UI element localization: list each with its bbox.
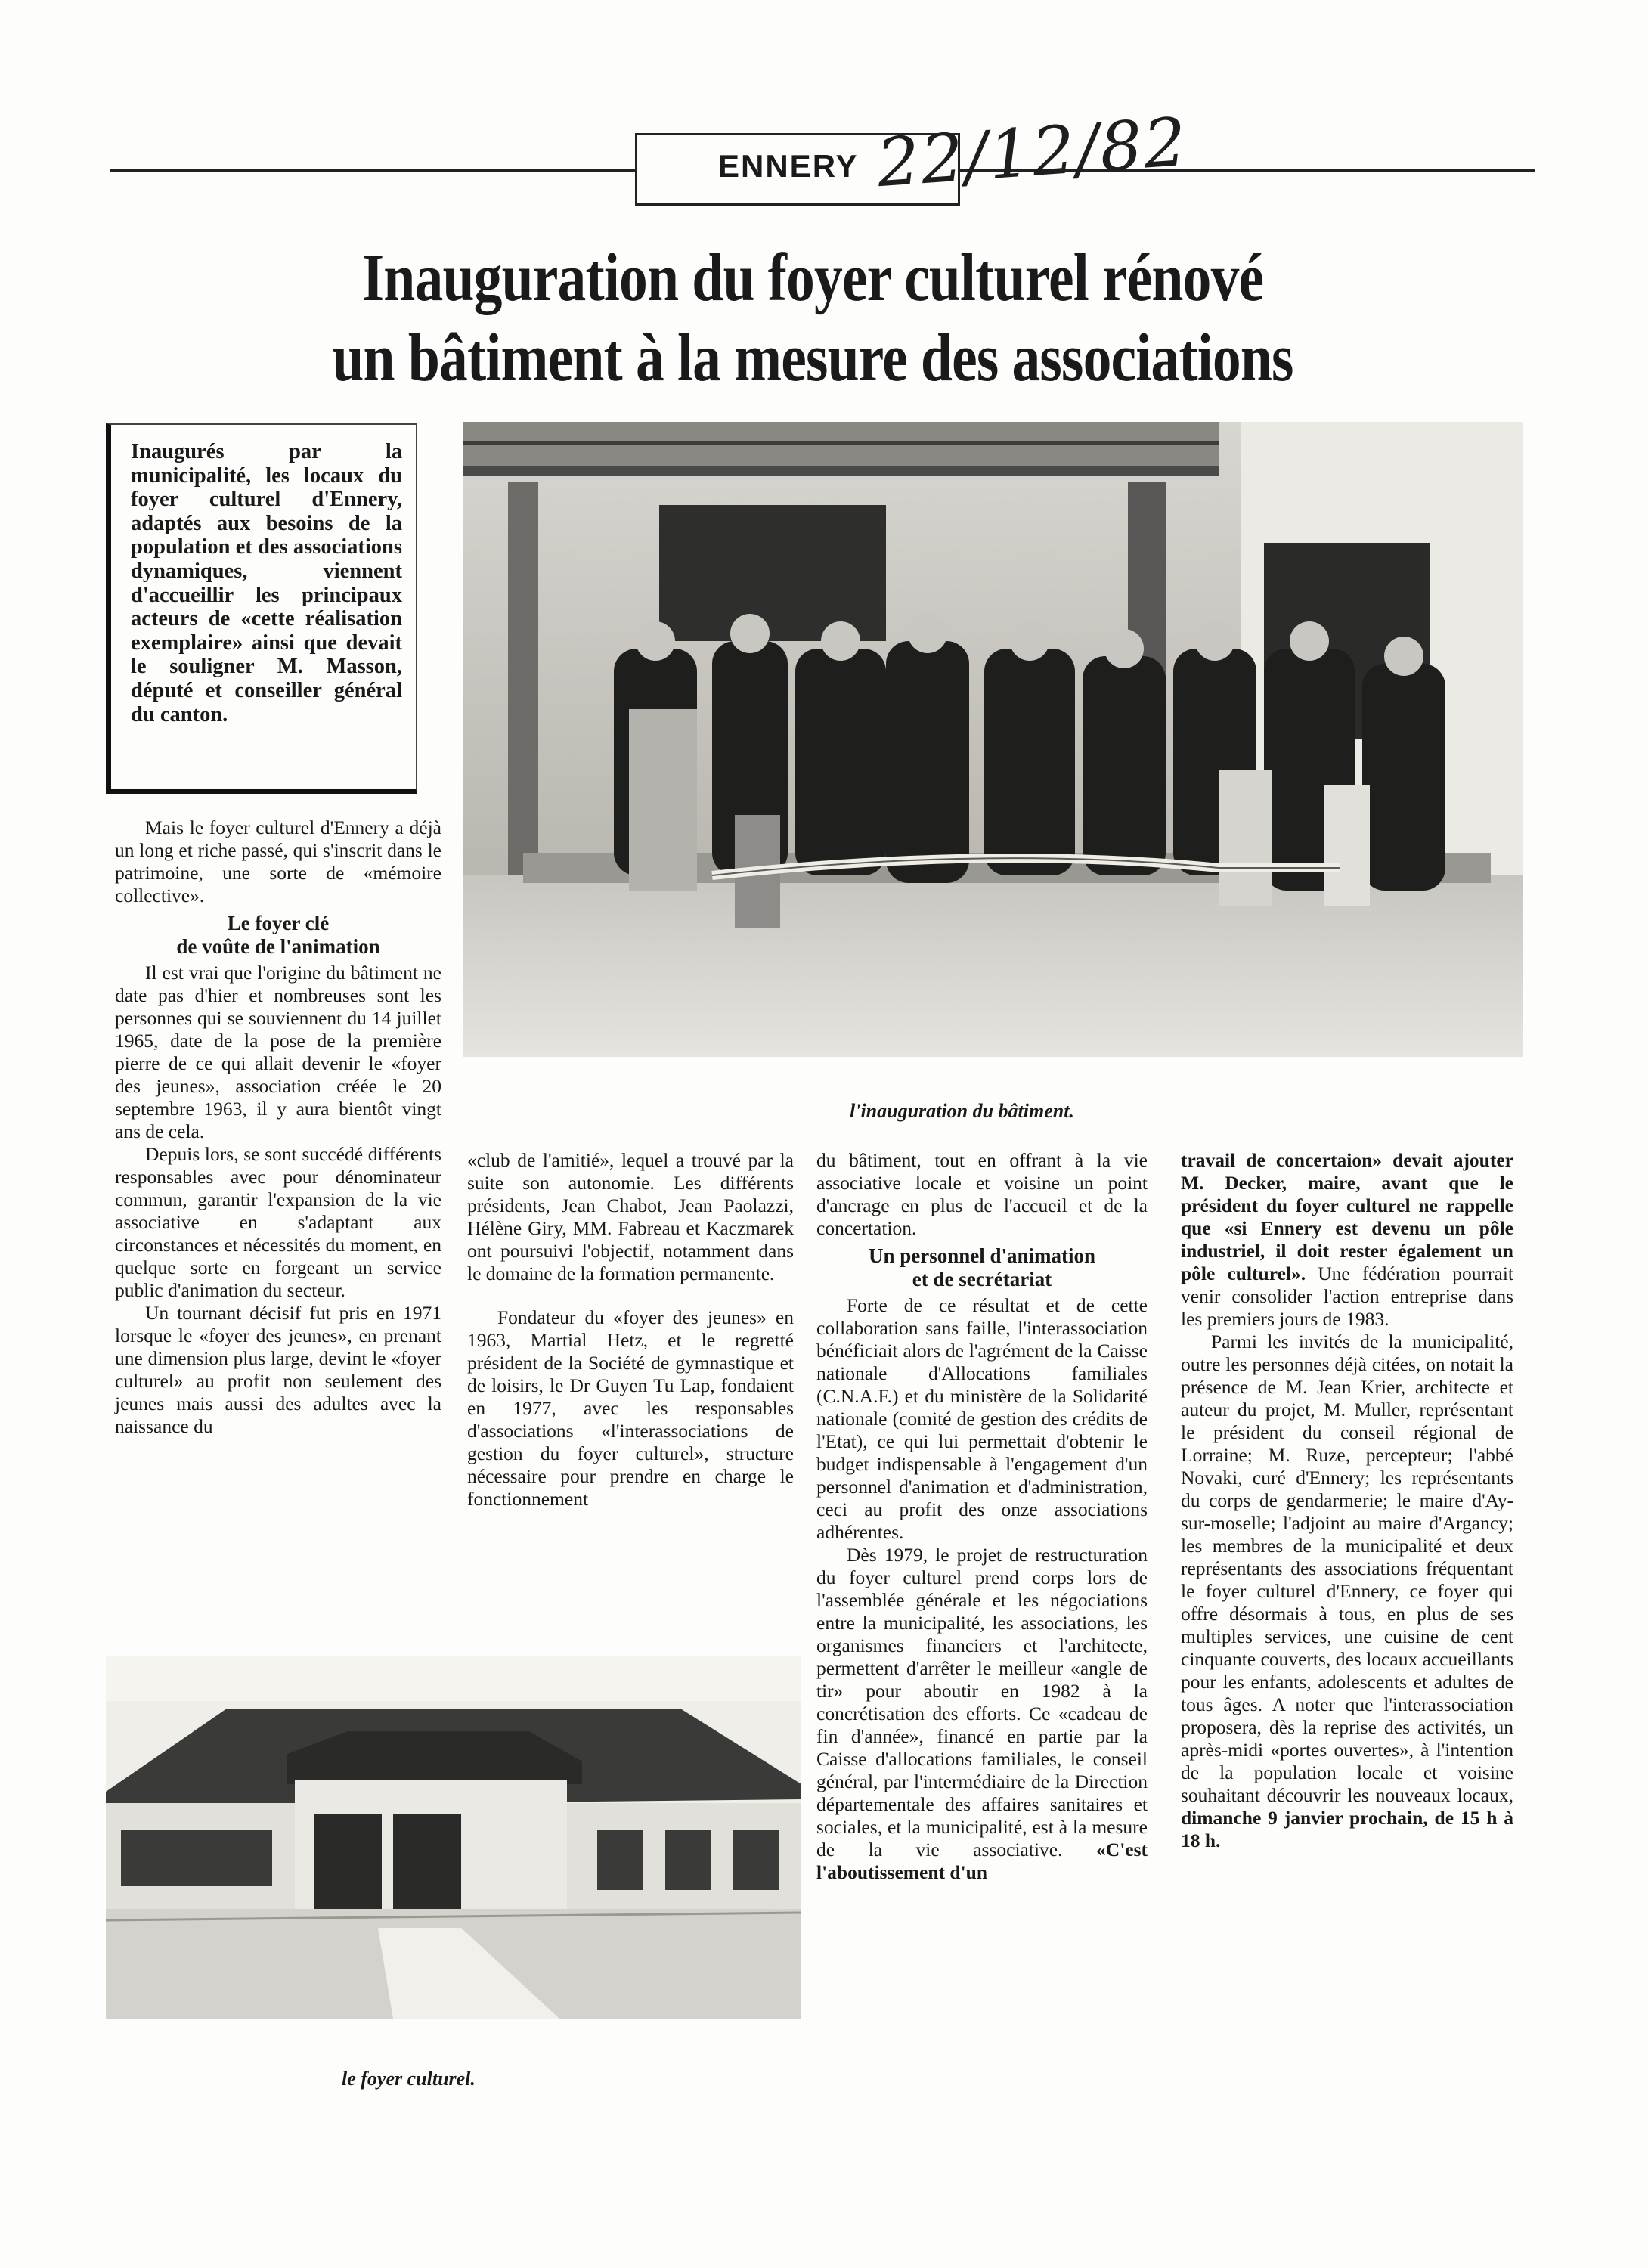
open-day-date: dimanche 9 janvier prochain, de 15 h à 18 h. xyxy=(1181,1807,1513,1851)
column-3-paragraph-1: du bâtiment, tout en offrant à la vie associative locale et voisine un point d'ancrage en plus de l'accueil et de la concertation. xyxy=(816,1149,1148,1239)
building-photo xyxy=(106,1656,801,2019)
subhead-foyer-cle-line-1: Le foyer clé xyxy=(227,912,330,934)
subhead-personnel-line-1: Un personnel d'animation xyxy=(868,1244,1096,1267)
lead-paragraph: Inaugurés par la municipalité, les locaux du foyer culturel d'Ennery, adaptés aux besoins de la population et des associations dynamiques, viennent d'accueillir les principaux acteurs de «cette réalisation exemplaire» ainsi que devait le souligner M. Masson, député et conseiller général du canton. xyxy=(106,423,417,794)
kicker-town: ENNERY xyxy=(718,148,859,184)
subhead-personnel-line-2: et de secrétariat xyxy=(912,1268,1052,1290)
column-3-paragraph-3-text: Dès 1979, le projet de restructuration du foyer culturel prend corps lors de l'assemblée générale et les négociations entre la municipalité, les associations, les organismes financiers et l'architecte, permettent d'arrêter le meilleur «angle de tir» pour aboutir en 1982 à la concrétisation des efforts. Ce «cadeau de fin d'année», financé en partie par la Caisse d'allocations familiales, le conseil général, par l'intermédiaire de la Direction départementale des affaires sanitaires et sociales, et la municipalité, est à la mesure de la vie associative. xyxy=(816,1544,1148,1861)
column-1-paragraph-1: Mais le foyer culturel d'Ennery a déjà un long et riche passé, qui s'inscrit dans le patrimoine, une sorte de «mémoire collective». xyxy=(115,816,441,906)
column-4-paragraph-2-text: Parmi les invités de la municipalité, outre les personnes déjà citées, on notait la présence de M. Jean Krier, architecte et auteur du projet, M. Muller, représentant le président du conseil régional de Lorraine; M. Ruze, percepteur; l'abbé Novaki, curé d'Ennery; les représentants du corps de gendarmerie; le maire d'Ay-sur-moselle; l'adjoint au maire d'Argancy; les membres de la municipalité et deux représentants des associations fréquentant le foyer culturel d'Ennery, ce foyer qui offre désormais à tous, en plus de ses multiples services, une cuisine de cent cinquante couverts, des locaux accueillants pour les enfants, adolescents et adultes de tous âges. A noter que l'interassociation proposera, dès la reprise des activités, un après-midi «portes ouvertes», à l'intention de la population locale et voisine souhaitant découvrir les nouveaux locaux, xyxy=(1181,1331,1513,1806)
column-4-paragraph-1-rest: Une fédération pourrait venir consolider l'action entreprise dans les premiers jours de 1983. xyxy=(1181,1263,1514,1330)
column-3 xyxy=(816,1149,1148,1884)
column-1-paragraph-3: Depuis lors, se sont succédé différents responsables avec pour dénominateur commun, garantir l'expansion de la vie associative en s'adaptant aux circonstances et nécessités du moment, en quelque sorte en forgeant un service public d'animation du secteur. xyxy=(115,1143,441,1301)
headline-line-2: un bâtiment à la mesure des associations xyxy=(332,321,1293,395)
subhead-personnel xyxy=(816,1244,1148,1291)
column-4-paragraph-2 xyxy=(1181,1331,1513,1852)
column-4 xyxy=(1181,1149,1513,1852)
column-2-paragraph-1: «club de l'amitié», lequel a trouvé par la suite son autonomie. Les différents présidents, Jean Chabot, Jean Paolazzi, Hélène Giry, MM. Fabreau et Kaczmarek ont poursuivi l'objectif, notamment dans le domaine de la formation permanente. xyxy=(467,1149,794,1284)
column-2 xyxy=(467,1149,794,1510)
masthead-rule-left xyxy=(110,169,635,172)
column-3-paragraph-3 xyxy=(816,1544,1148,1884)
building-photo-image xyxy=(106,1656,801,2019)
column-1-paragraph-4: Un tournant décisif fut pris en 1971 lorsque le «foyer des jeunes», en prenant une dimension plus large, devint le «foyer culturel» au profit non seulement des jeunes mais aussi des adultes avec la naissance du xyxy=(115,1302,441,1437)
column-3-quote-start: «C'est l'aboutissement d'un xyxy=(816,1839,1148,1883)
building-photo-caption: le foyer culturel. xyxy=(342,2068,476,2090)
inauguration-photo xyxy=(463,422,1523,1057)
inauguration-photo-image xyxy=(463,422,1523,1057)
column-3-paragraph-2: Forte de ce résultat et de cette collaboration sans faille, l'interassociation bénéficiait alors de l'agrément de la Caisse nationale d'Allocations familiales (C.N.A.F.) et du ministère de la Solidarité nationale (comité de gestion des crédits de l'Etat), ce qui lui permettait d'obtenir le budget indispensable à l'engagement d'un personnel d'animation et d'administration, ceci au profit des onze associations adhérentes. xyxy=(816,1294,1148,1543)
headline-line-1: Inauguration du foyer culturel rénové xyxy=(361,240,1264,315)
column-2-paragraph-2: Fondateur du «foyer des jeunes» en 1963, Martial Hetz, et le regretté président de la Société de gymnastique et de loisirs, le Dr Guyen Tu Lap, fondaient en 1977, avec les responsables d'associations «l'interassociations de gestion du foyer culturel», structure nécessaire pour prendre en charge le fonctionnement xyxy=(467,1306,794,1510)
column-4-paragraph-1 xyxy=(1181,1149,1513,1331)
column-4-quote-end: travail de concertaion» devait ajouter M. Decker, maire, avant que le président du foyer culturel ne rappelle que «si Ennery est devenu un pôle industriel, il doit rester également un pôle culturel». xyxy=(1181,1149,1513,1284)
subhead-foyer-cle-line-2: de voûte de l'animation xyxy=(176,935,380,958)
handwritten-date: 22/12/82 xyxy=(874,102,1191,203)
column-1-paragraph-2: Il est vrai que l'origine du bâtiment ne date pas d'hier et nombreuses sont les personnes qui se souviennent du 14 juillet 1965, date de la pose de la première pierre de ce qui allait devenir le «foyer des jeunes», association créée le 20 septembre 1963, il y aura bientôt vingt ans de cela. xyxy=(115,962,441,1142)
subhead-foyer-cle xyxy=(115,912,441,959)
column-1 xyxy=(115,816,441,1438)
inauguration-photo-caption: l'inauguration du bâtiment. xyxy=(850,1100,1074,1122)
